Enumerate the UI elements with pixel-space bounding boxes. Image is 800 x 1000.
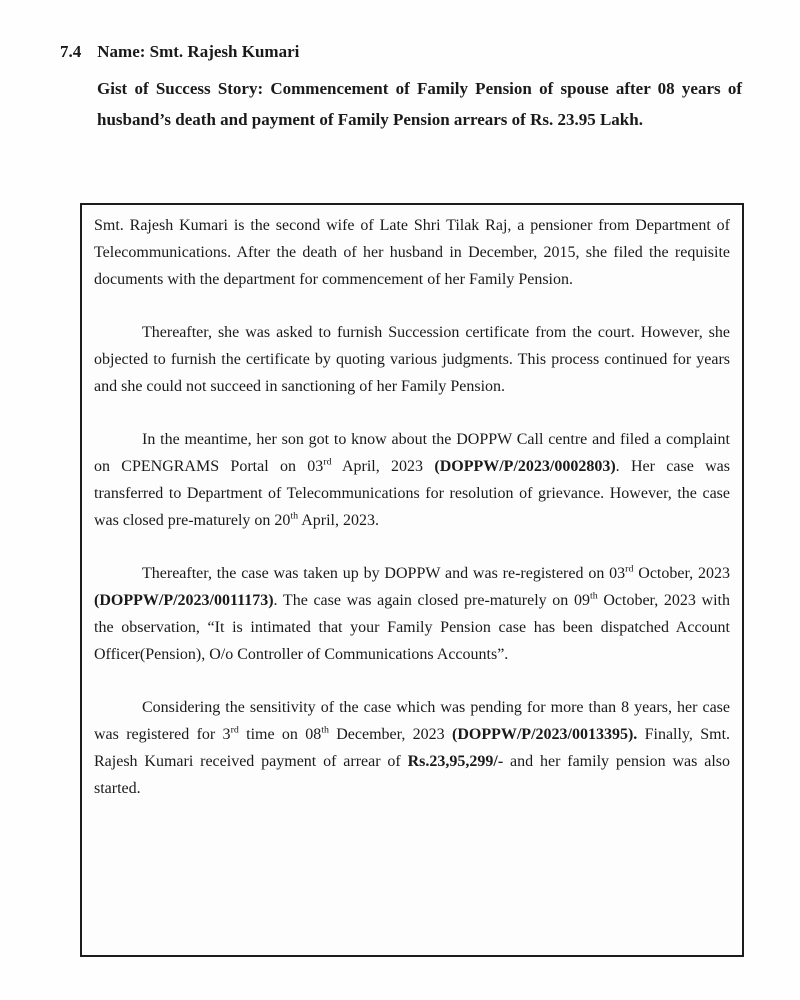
bold-reference-text: (DOPPW/P/2023/0013395). — [451, 726, 638, 743]
story-paragraph — [94, 319, 730, 400]
body-text: April, 2023 — [331, 458, 435, 475]
body-text: October, 2023 with the observation, “It is intimated that your Family Pension case has been dispatched Account Officer(Pension), O/o Controller of Communications Accounts”. — [94, 592, 730, 663]
body-text: In the meantime, her son got to know about the DOPPW Call centre and filed a complaint on CPENGRAMS Portal on 03 — [94, 431, 730, 475]
body-text: October, 2023 — [633, 565, 731, 582]
ordinal-superscript: th — [321, 724, 329, 736]
ordinal-superscript: rd — [230, 724, 239, 736]
body-text: April, 2023. — [298, 512, 379, 529]
bold-reference-text: (DOPPW/P/2023/0002803) — [434, 458, 616, 475]
bold-reference-text: Rs.23,95,299/- — [407, 753, 504, 770]
ordinal-superscript: th — [589, 590, 598, 602]
document-header — [60, 40, 742, 135]
body-text: Thereafter, she was asked to furnish Succession certificate from the court. However, she objected to furnish the certificate by quoting various judgments. This process continued for years and she could not succeed in sanctioning of her Family Pension. — [94, 324, 730, 395]
ordinal-superscript: rd — [323, 456, 332, 468]
story-paragraph — [94, 212, 730, 293]
section-number: 7.4 — [60, 42, 82, 61]
body-text: Finally, Smt. Rajesh Kumari received payment of arrear of — [94, 726, 731, 770]
body-text: December, 2023 — [328, 726, 452, 743]
body-text: . Her case was transferred to Department of Telecommunications for resolution of grievance. However, the case was closed pre-maturely on 20 — [94, 458, 730, 529]
body-text: Smt. Rajesh Kumari is the second wife of Late Shri Tilak Raj, a pensioner from Department of Telecommunications. After the death of her husband in December, 2015, she filed the requisite documents with the department for commencement of her Family Pension. — [94, 217, 730, 288]
body-text: . The case was again closed pre-maturely on 09 — [273, 592, 590, 609]
story-paragraph — [94, 426, 730, 534]
ordinal-superscript: th — [290, 510, 299, 522]
ordinal-superscript: rd — [625, 563, 634, 575]
bold-reference-text: (DOPPW/P/2023/0011173) — [94, 592, 274, 609]
body-text: Considering the sensitivity of the case which was pending for more than 8 years, her case was registered for 3 — [94, 699, 730, 743]
gist-of-success-story: Gist of Success Story: Commencement of Family Pension of spouse after 08 years of husband’s death and payment of Family Pension arrears of Rs. 23.95 Lakh. — [97, 79, 742, 129]
body-text: and her family pension was also started. — [94, 753, 731, 797]
body-text: time on 08 — [238, 726, 322, 743]
story-paragraph — [94, 694, 730, 802]
pensioner-name: Name: Smt. Rajesh Kumari — [97, 42, 300, 61]
story-paragraph — [94, 560, 730, 668]
section-title — [60, 40, 742, 64]
story-box — [80, 203, 744, 957]
body-text: Thereafter, the case was taken up by DOPPW and was re-registered on 03 — [142, 565, 626, 582]
